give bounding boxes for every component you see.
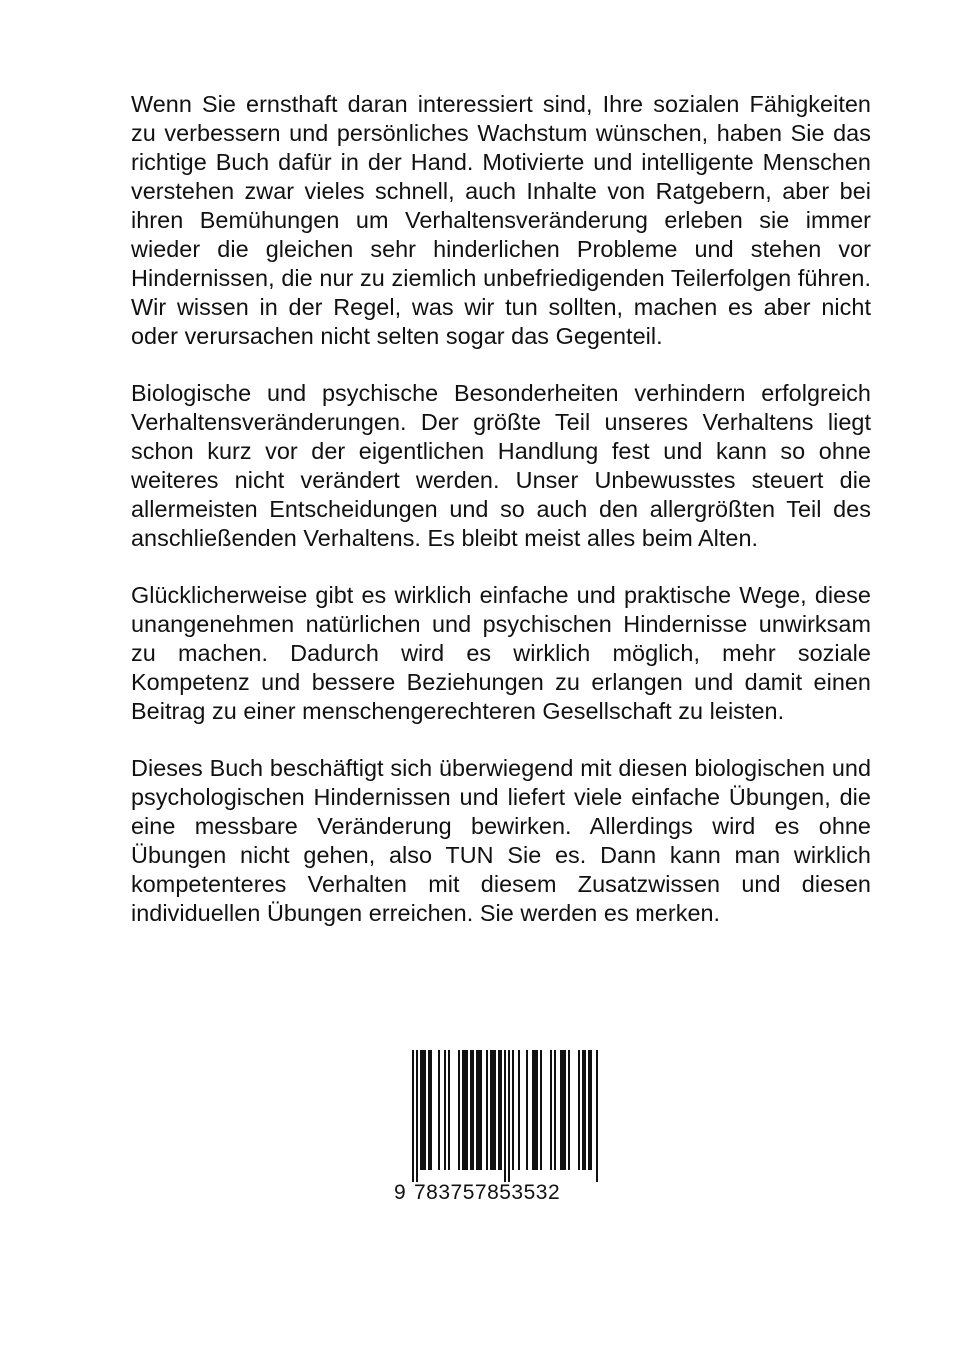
barcode-bar xyxy=(490,1050,496,1170)
barcode-bar xyxy=(428,1050,432,1170)
barcode-guard-bar xyxy=(508,1050,510,1182)
paragraph-1: Wenn Sie ernsthaft daran interessiert sind, Ihre sozialen Fähigkeiten zu verbessern und persönliches Wachstum wünschen, haben Sie das richtige Buch dafür in der Hand. Motivierte und intelligente Menschen verstehen zwar vieles schnell, auch Inhalte von Ratgebern, aber bei ihren Bemühungen um Verhaltensveränderung erleben sie immer wieder die gleichen sehr hinderlichen Probleme und stehen vor Hindernissen, die nur zu ziemlich unbefriedigenden Teilerfolgen führen. Wir wissen in der Regel, was wir tun sollten, machen es aber nicht oder verursachen nicht selten sogar das Gegenteil. xyxy=(131,91,871,349)
isbn-barcode xyxy=(392,1050,598,1210)
barcode-bar xyxy=(582,1050,586,1170)
paragraph-4: Dieses Buch beschäftigt sich überwiegend mit diesen biologischen und psychologischen Hindernissen und liefert viele einfache Übungen, die eine messbare Veränderung bewirken. Allerdings wird es ohne Übungen nicht gehen, also TUN Sie es. Dann kann man wirklich kompetenteres Verhalten mit diesem Zusatzwissen und diesen individuellen Übungen erreichen. Sie werden es merken. xyxy=(131,755,871,926)
barcode-guard-bar xyxy=(416,1050,418,1182)
barcode-bar xyxy=(532,1050,538,1170)
barcode-bar xyxy=(444,1050,446,1170)
barcode-bar xyxy=(588,1050,592,1170)
barcode-guard-bar xyxy=(412,1050,414,1182)
barcode-bar xyxy=(438,1050,440,1170)
barcode-guard-bar xyxy=(596,1050,598,1182)
barcode-bar xyxy=(476,1050,482,1170)
barcode-bar xyxy=(458,1050,460,1170)
barcode-bar xyxy=(568,1050,570,1170)
barcode-bar xyxy=(486,1050,488,1170)
barcode-first-digit: 9 xyxy=(394,1181,406,1204)
barcode-bar xyxy=(470,1050,474,1170)
barcode-bars xyxy=(392,1050,598,1185)
barcode-bar xyxy=(554,1050,556,1170)
barcode-guard-bar xyxy=(504,1050,506,1182)
barcode-bar xyxy=(512,1050,514,1170)
barcode-digits: 783757853532 xyxy=(414,1181,561,1204)
barcode-bar xyxy=(578,1050,580,1170)
barcode-bar xyxy=(526,1050,528,1170)
back-cover-text xyxy=(131,90,871,956)
barcode-bar xyxy=(540,1050,542,1170)
barcode-bar xyxy=(462,1050,468,1170)
barcode-bar xyxy=(550,1050,552,1170)
barcode-bar xyxy=(560,1050,566,1170)
barcode-bar xyxy=(498,1050,502,1170)
paragraph-3: Glücklicherweise gibt es wirklich einfache und praktische Wege, diese unangenehmen natürlichen und psychischen Hindernisse unwirksam zu machen. Dadurch wird es wirklich möglich, mehr soziale Kompetenz und bessere Beziehungen zu erlangen und damit einen Beitrag zu einer menschengerechteren Gesellschaft zu leisten. xyxy=(131,582,871,724)
paragraph-2: Biologische und psychische Besonderheiten verhindern erfolgreich Verhaltensveränderungen. Der größte Teil unseres Verhaltens liegt schon kurz vor der eigentlichen Handlung fest und kann so ohne weiteres nicht verändert werden. Unser Unbewusstes steuert die allermeisten Entscheidungen und so auch den allergrößten Teil des anschließenden Verhaltens. Es bleibt meist alles beim Alten. xyxy=(131,380,871,551)
barcode-bar xyxy=(518,1050,520,1170)
barcode-bar xyxy=(420,1050,426,1170)
barcode-bar xyxy=(448,1050,450,1170)
